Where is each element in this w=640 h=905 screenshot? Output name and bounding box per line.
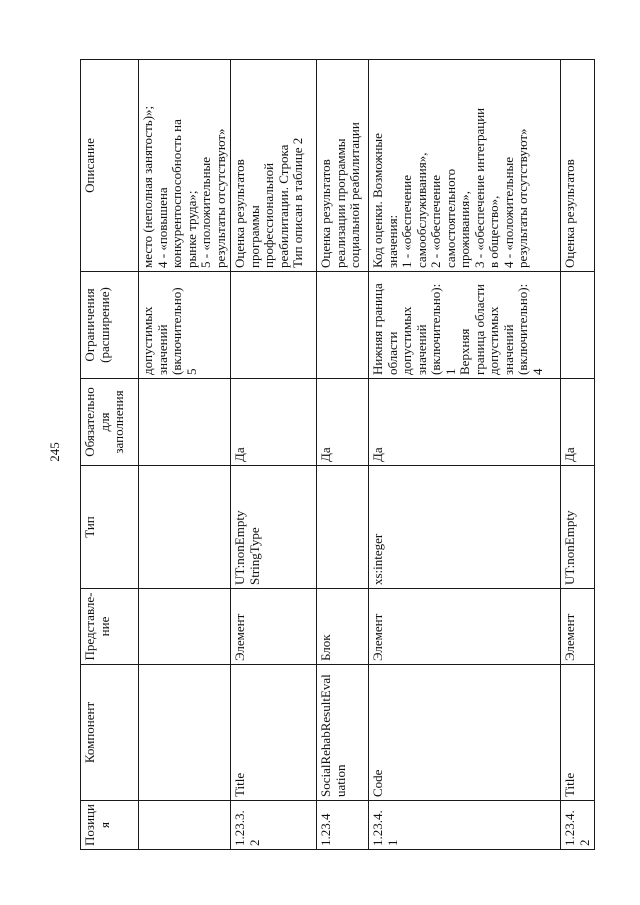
table-row xyxy=(139,60,231,850)
cell-type xyxy=(139,466,231,589)
header-representation: Представле- ние xyxy=(81,589,139,665)
cell-constraints xyxy=(317,272,369,379)
cell-component: SocialRehabResultEvaluation xyxy=(317,665,369,801)
cell-constraints: Нижняя граница области допустимых значений (включительно): 1 Верхняя граница области допустимых значений (включительно): 4 xyxy=(369,272,561,379)
table-row xyxy=(231,60,317,850)
cell-representation xyxy=(139,589,231,665)
table-row xyxy=(561,60,595,850)
cell-type: UT:nonEmpty StringType xyxy=(231,466,317,589)
cell-required: Да xyxy=(231,379,317,466)
cell-position: 1.23.3.2 xyxy=(231,801,317,850)
cell-representation: Элемент xyxy=(561,589,595,665)
cell-description: Оценка результатов программы профессиональной реабилитации. Строка Тип описан в таблице 2 xyxy=(231,60,317,272)
header-constraints: Ограничения (расширение) xyxy=(81,272,139,379)
cell-type: UT:nonEmpty xyxy=(561,466,595,589)
spec-table-container xyxy=(80,60,592,850)
cell-constraints xyxy=(561,272,595,379)
cell-position xyxy=(139,801,231,850)
spec-table xyxy=(80,59,595,850)
cell-position: 1.23.4.2 xyxy=(561,801,595,850)
cell-position: 1.23.4.1 xyxy=(369,801,561,850)
cell-type xyxy=(317,466,369,589)
header-type: Тип xyxy=(81,466,139,589)
header-description: Описание xyxy=(81,60,139,272)
table-header-row xyxy=(81,60,139,850)
table-row xyxy=(317,60,369,850)
cell-component xyxy=(139,665,231,801)
cell-component: Title xyxy=(561,665,595,801)
cell-representation: Элемент xyxy=(369,589,561,665)
cell-constraints xyxy=(231,272,317,379)
page-number: 245 xyxy=(47,442,62,462)
cell-description: место (неполная занятость)»; 4 - «повышена конкурентоспособность на рынке труда»; 5 - «положительные результаты отсутствуют» xyxy=(139,60,231,272)
cell-representation: Элемент xyxy=(231,589,317,665)
cell-required: Да xyxy=(561,379,595,466)
cell-description: Оценка результатов xyxy=(561,60,595,272)
cell-required: Да xyxy=(317,379,369,466)
header-position: Позиция xyxy=(81,801,139,850)
cell-position: 1.23.4 xyxy=(317,801,369,850)
table-row xyxy=(369,60,561,850)
cell-component: Code xyxy=(369,665,561,801)
cell-required: Да xyxy=(369,379,561,466)
header-required: Обязательно для заполнения xyxy=(81,379,139,466)
cell-description: Оценка результатов реализации программы социальной реабилитации xyxy=(317,60,369,272)
cell-component: Title xyxy=(231,665,317,801)
cell-representation: Блок xyxy=(317,589,369,665)
cell-required xyxy=(139,379,231,466)
cell-type: xs:integer xyxy=(369,466,561,589)
cell-description: Код оценки. Возможные значения: 1 - «обеспечение самообслуживания», 2 - «обеспечение самостоятельного проживания», 3 - «обеспечение интеграции в общество», 4 - «положительные результаты отсутствуют» xyxy=(369,60,561,272)
header-component: Компонент xyxy=(81,665,139,801)
cell-constraints: допустимых значений (включительно) 5 xyxy=(139,272,231,379)
